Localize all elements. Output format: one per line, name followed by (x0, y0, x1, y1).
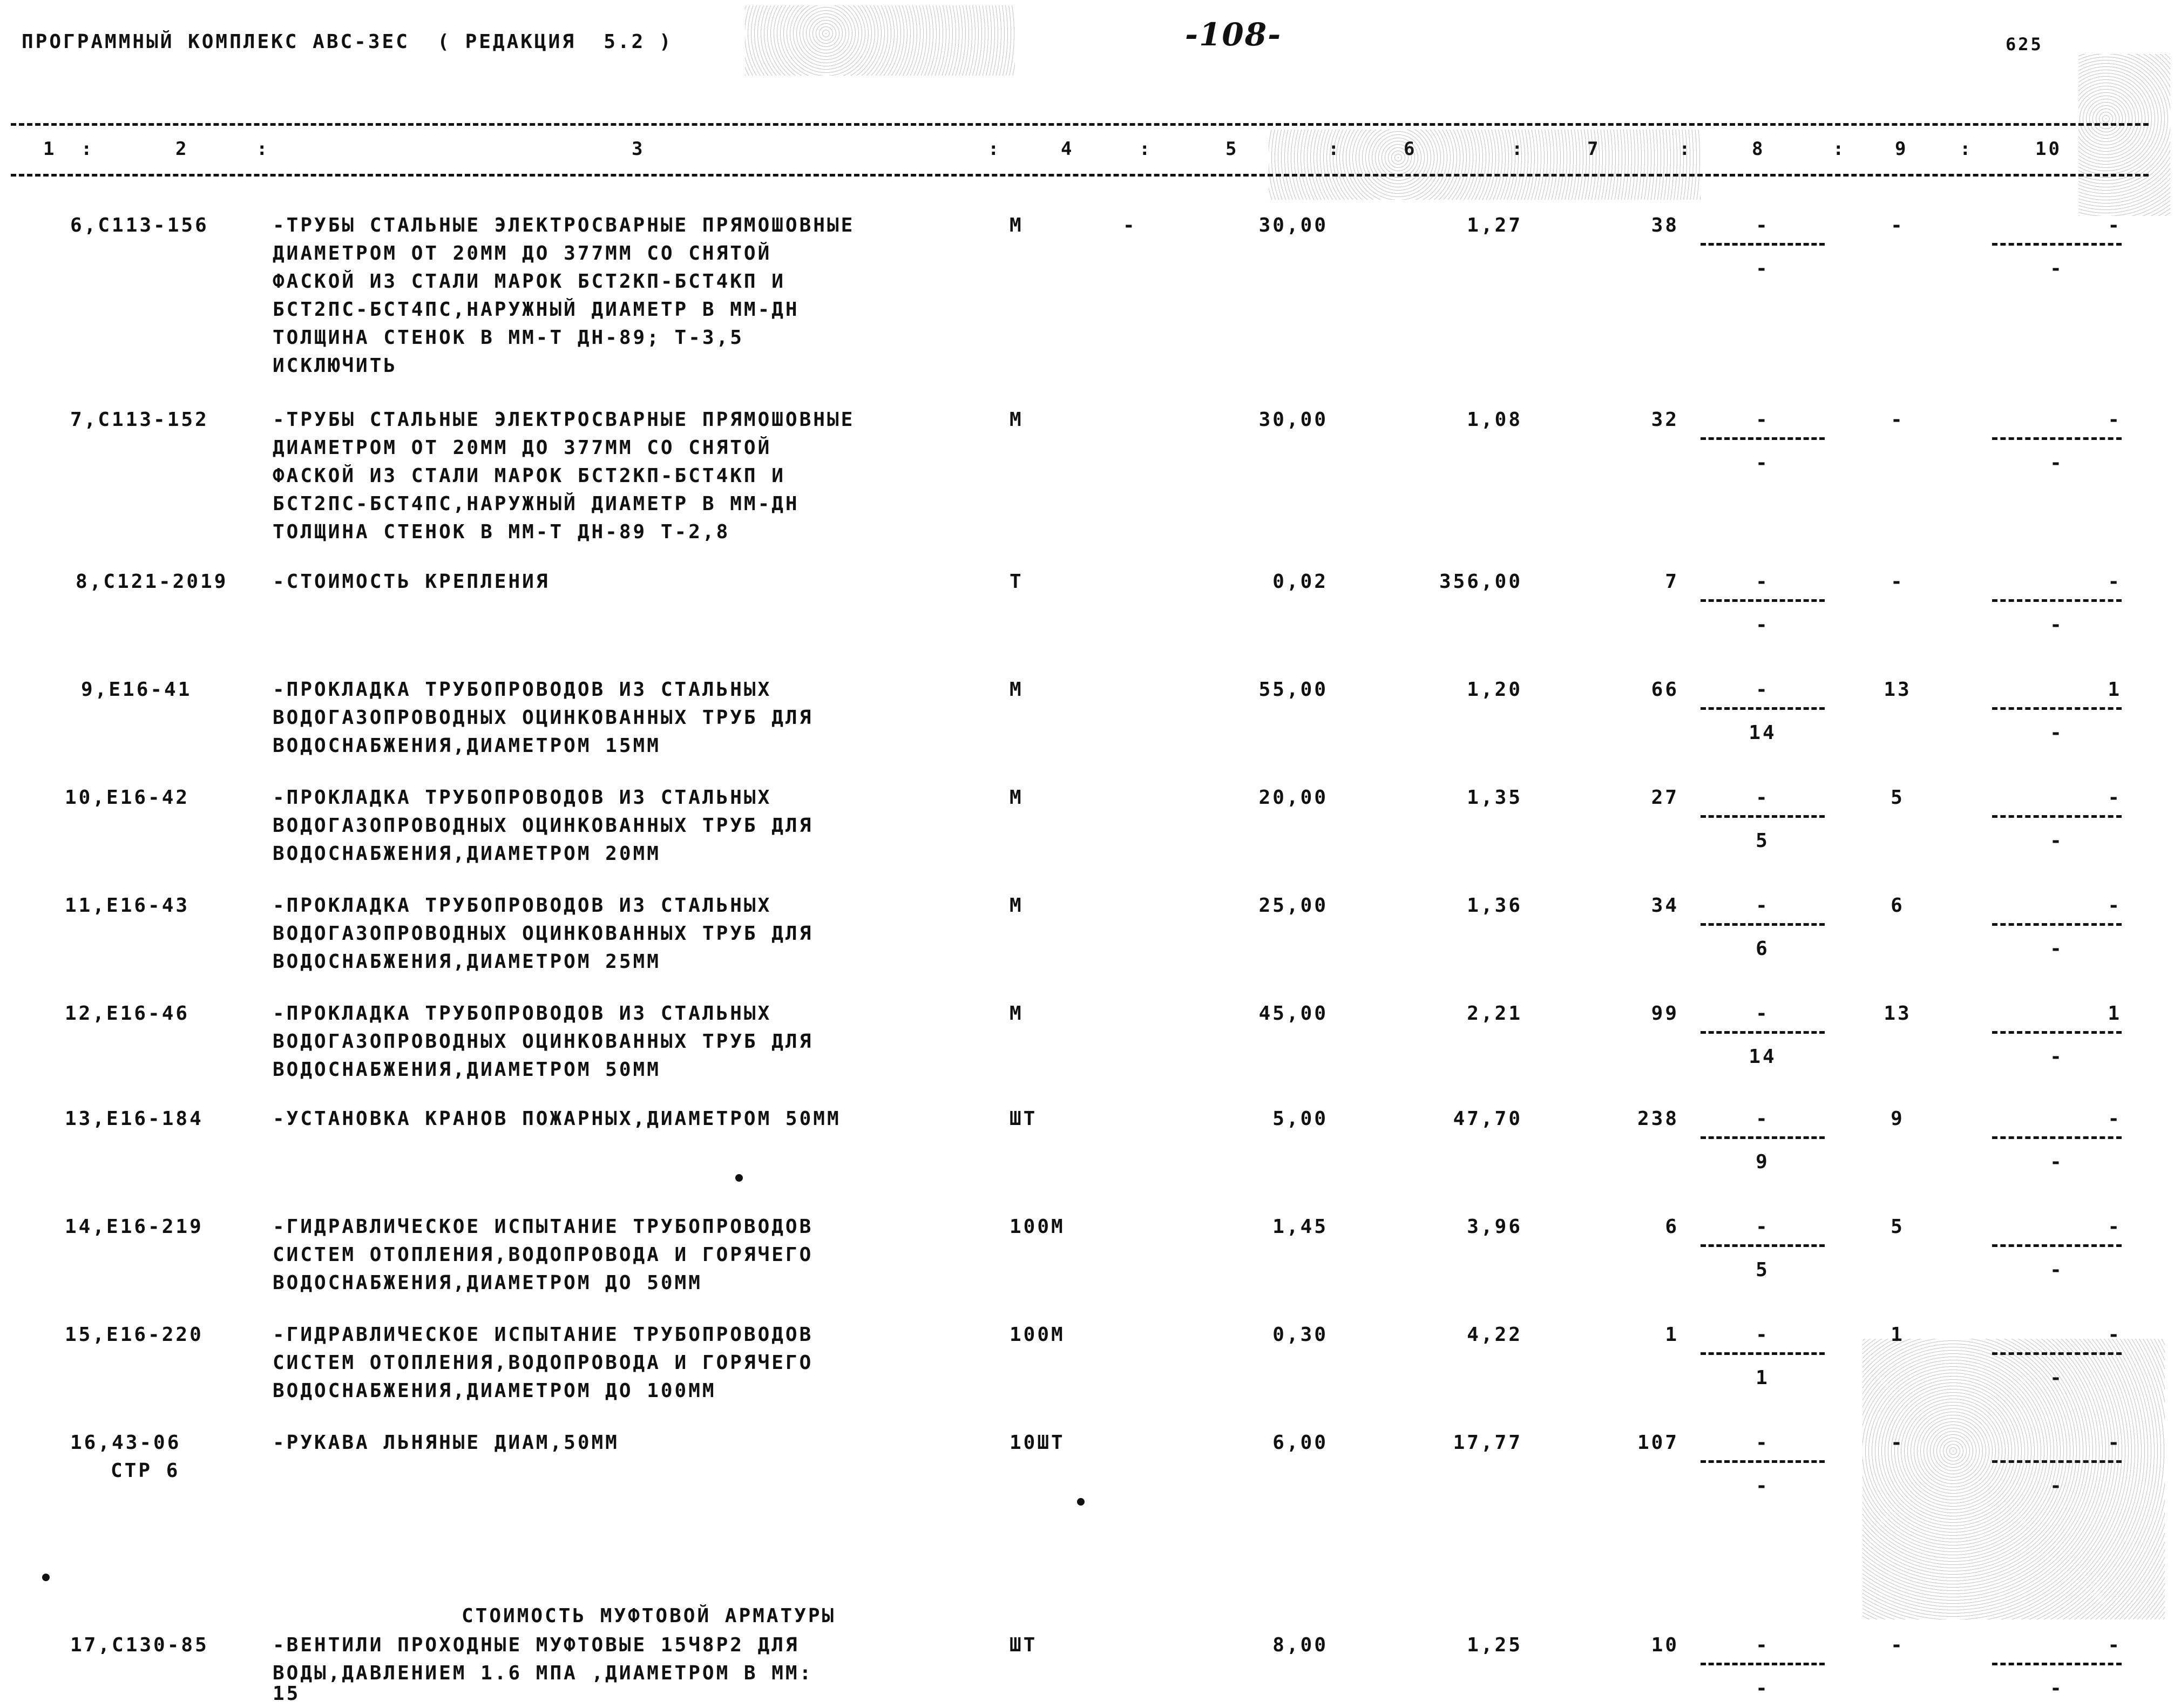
column-8-bottom: 14 (1749, 722, 1777, 744)
total-cost: 6 (1665, 1216, 1679, 1238)
description-line: ДИАМЕТРОМ ОТ 20ММ ДО 377ММ СО СНЯТОЙ (273, 437, 772, 459)
column-8-bottom: - (1756, 1475, 1770, 1497)
item-code: 15,Е16-220 (65, 1324, 204, 1346)
item-description (273, 784, 813, 868)
description-line: ВОДОСНАБЖЕНИЯ,ДИАМЕТРОМ 15ММ (273, 735, 661, 757)
description-line: ВОДОСНАБЖЕНИЯ,ДИАМЕТРОМ 20ММ (273, 843, 661, 865)
scan-noise (2078, 54, 2170, 216)
fraction-line (1701, 707, 1825, 710)
description-line: ДИАМЕТРОМ ОТ 20ММ ДО 377ММ СО СНЯТОЙ (273, 242, 772, 265)
quantity: 30,00 (1258, 409, 1328, 431)
total-cost: 66 (1651, 679, 1679, 701)
column-10-bottom: - (2050, 1367, 2064, 1389)
column-8-top: - (1756, 1432, 1770, 1454)
column-10-bottom: - (2050, 830, 2064, 852)
unit-price: 2,21 (1467, 1002, 1522, 1025)
quantity: 30,00 (1258, 214, 1328, 236)
item-description (273, 892, 813, 976)
column-10-top: - (2108, 1324, 2122, 1346)
item-code: 16,43-06 (70, 1432, 181, 1454)
ink-dot (1077, 1498, 1085, 1506)
description-line: ТОЛЩИНА СТЕНОК В ММ-Т ДН-89; Т-3,5 (273, 327, 744, 349)
column-number: 1 (43, 138, 57, 160)
column-9-value: - (1891, 1432, 1905, 1454)
total-cost: 107 (1637, 1432, 1679, 1454)
scan-noise (1269, 130, 1701, 200)
fraction-line (1701, 1031, 1825, 1034)
column-10-bottom: - (2050, 1259, 2064, 1281)
fraction-line (1992, 707, 2122, 710)
column-4-value: - (1123, 214, 1137, 236)
column-8-bottom: 5 (1756, 1259, 1770, 1281)
column-8-top: - (1756, 679, 1770, 701)
item-code: 11,Е16-43 (65, 894, 190, 917)
unit-price: 1,35 (1467, 787, 1522, 809)
column-separator: : (81, 138, 94, 160)
column-10-top: - (2108, 894, 2122, 917)
column-9-value: - (1891, 409, 1905, 431)
description-line: ВОДОГАЗОПРОВОДНЫХ ОЦИНКОВАННЫХ ТРУБ ДЛЯ (273, 1031, 814, 1053)
fraction-line (1992, 437, 2122, 440)
description-line: ФАСКОЙ ИЗ СТАЛИ МАРОК БСТ2КП-БСТ4КП И (273, 270, 785, 293)
ink-dot (735, 1174, 743, 1182)
unit: 100М (1010, 1324, 1065, 1346)
column-10-bottom: - (2050, 1475, 2064, 1497)
quantity: 1,45 (1272, 1216, 1328, 1238)
unit: ШТ (1010, 1108, 1038, 1130)
description-line: -СТОИМОСТЬ КРЕПЛЕНИЯ (273, 571, 550, 593)
column-separator: : (1960, 138, 1973, 160)
column-9-value: - (1891, 571, 1905, 593)
document-title: ПРОГРАММНЫЙ КОМПЛЕКС АВС-3ЕС ( РЕДАКЦИЯ 5.2 ) (22, 31, 673, 53)
description-line: ФАСКОЙ ИЗ СТАЛИ МАРОК БСТ2КП-БСТ4КП И (273, 465, 785, 487)
column-8-bottom: - (1756, 614, 1770, 636)
unit: 10ШТ (1010, 1432, 1065, 1454)
description-line: -УСТАНОВКА КРАНОВ ПОЖАРНЫХ,ДИАМЕТРОМ 50ММ (273, 1108, 841, 1130)
fraction-line (1701, 923, 1825, 926)
item-code: 12,Е16-46 (65, 1002, 190, 1025)
item-description (273, 1213, 813, 1297)
unit-price: 356,00 (1439, 571, 1522, 593)
fraction-line (1701, 1460, 1825, 1463)
quantity: 20,00 (1258, 787, 1328, 809)
column-8-bottom: - (1756, 257, 1770, 280)
unit: М (1010, 679, 1024, 701)
unit-price: 17,77 (1453, 1432, 1522, 1454)
column-10-top: 1 (2108, 1002, 2122, 1025)
quantity: 0,02 (1272, 571, 1328, 593)
description-line: -ГИДРАВЛИЧЕСКОЕ ИСПЫТАНИЕ ТРУБОПРОВОДОВ (273, 1216, 814, 1238)
column-9-value: 9 (1891, 1108, 1905, 1130)
total-cost: 7 (1665, 571, 1679, 593)
unit-price: 47,70 (1453, 1108, 1522, 1130)
column-10-bottom: - (2050, 452, 2064, 474)
item-code: 7,С113-152 (70, 409, 209, 431)
fraction-line (1992, 815, 2122, 818)
item-code: 8,С121-2019 (76, 571, 228, 593)
column-8-top: - (1756, 571, 1770, 593)
item-code: 10,Е16-42 (65, 787, 190, 809)
column-10-bottom: - (2050, 938, 2064, 960)
item-description (273, 1429, 619, 1457)
unit: М (1010, 409, 1024, 431)
total-cost: 99 (1651, 1002, 1679, 1025)
scan-noise (745, 5, 1015, 76)
item-description (273, 1000, 813, 1084)
total-cost: 238 (1637, 1108, 1679, 1130)
total-cost: 10 (1651, 1634, 1679, 1656)
column-8-top: - (1756, 1324, 1770, 1346)
column-10-top: - (2108, 571, 2122, 593)
description-line: ВОДОГАЗОПРОВОДНЫХ ОЦИНКОВАННЫХ ТРУБ ДЛЯ (273, 707, 814, 729)
fraction-line (1701, 599, 1825, 602)
item-code-page: СТР 6 (111, 1460, 180, 1482)
item-description (273, 1105, 841, 1133)
item-description (273, 406, 855, 546)
column-9-value: 6 (1891, 894, 1905, 917)
item-code: 17,С130-85 (70, 1634, 209, 1656)
quantity: 45,00 (1258, 1002, 1328, 1025)
fraction-line (1992, 923, 2122, 926)
column-8-top: - (1756, 894, 1770, 917)
fraction-line (1992, 1136, 2122, 1139)
description-line: ВОДОГАЗОПРОВОДНЫХ ОЦИНКОВАННЫХ ТРУБ ДЛЯ (273, 815, 814, 837)
quantity: 6,00 (1272, 1432, 1328, 1454)
description-line: СИСТЕМ ОТОПЛЕНИЯ,ВОДОПРОВОДА И ГОРЯЧЕГО (273, 1352, 814, 1374)
description-line: БСТ2ПС-БСТ4ПС,НАРУЖНЫЙ ДИАМЕТР В ММ-ДН (273, 493, 800, 515)
total-cost: 27 (1651, 787, 1679, 809)
column-10-top: - (2108, 409, 2122, 431)
column-number: 6 (1404, 138, 1417, 160)
column-separator: : (1512, 138, 1525, 160)
column-number: 7 (1587, 138, 1601, 160)
column-10-top: - (2108, 1432, 2122, 1454)
fraction-line (1701, 1136, 1825, 1139)
column-10-bottom: - (2050, 257, 2064, 280)
description-line: -ГИДРАВЛИЧЕСКОЕ ИСПЫТАНИЕ ТРУБОПРОВОДОВ (273, 1324, 814, 1346)
total-cost: 38 (1651, 214, 1679, 236)
column-9-value: 5 (1891, 1216, 1905, 1238)
unit: ШТ (1010, 1634, 1038, 1656)
section-heading: СТОИМОСТЬ МУФТОВОЙ АРМАТУРЫ (462, 1605, 836, 1627)
item-code: 9,Е16-41 (81, 679, 192, 701)
column-8-bottom: - (1756, 1677, 1770, 1699)
description-line: ИСКЛЮЧИТЬ (273, 355, 398, 377)
total-cost: 32 (1651, 409, 1679, 431)
column-number: 8 (1752, 138, 1765, 160)
item-code: 6,С113-156 (70, 214, 209, 236)
description-line: -ТРУБЫ СТАЛЬНЫЕ ЭЛЕКТРОСВАРНЫЕ ПРЯМОШОВНЫЕ (273, 214, 855, 236)
total-cost: 1 (1665, 1324, 1679, 1346)
column-separator: : (1679, 138, 1692, 160)
column-number: 2 (175, 138, 189, 160)
column-8-bottom: 5 (1756, 830, 1770, 852)
description-line: -ТРУБЫ СТАЛЬНЫЕ ЭЛЕКТРОСВАРНЫЕ ПРЯМОШОВНЫЕ (273, 409, 855, 431)
fraction-line (1992, 1663, 2122, 1665)
page-number: -108- (1185, 16, 1282, 53)
column-8-top: - (1756, 214, 1770, 236)
description-line: ВОДОСНАБЖЕНИЯ,ДИАМЕТРОМ ДО 100ММ (273, 1380, 716, 1402)
column-number: 3 (632, 138, 645, 160)
column-separator: : (1328, 138, 1342, 160)
description-line: ВОДОСНАБЖЕНИЯ,ДИАМЕТРОМ ДО 50ММ (273, 1272, 702, 1294)
unit-price: 1,08 (1467, 409, 1522, 431)
item-description (273, 1631, 813, 1708)
fraction-line (1992, 1031, 2122, 1034)
unit-price: 1,36 (1467, 894, 1522, 917)
scan-noise (1863, 1339, 2165, 1619)
column-separator: : (988, 138, 1001, 160)
unit: М (1010, 787, 1024, 809)
unit: М (1010, 894, 1024, 917)
column-10-bottom: - (2050, 722, 2064, 744)
description-line: 15 (273, 1683, 301, 1705)
fraction-line (1992, 243, 2122, 246)
quantity: 25,00 (1258, 894, 1328, 917)
item-code: 13,Е16-184 (65, 1108, 204, 1130)
quantity: 8,00 (1272, 1634, 1328, 1656)
description-line: -ВЕНТИЛИ ПРОХОДНЫЕ МУФТОВЫЕ 15Ч8Р2 ДЛЯ (273, 1634, 800, 1656)
ink-dot (42, 1574, 50, 1581)
fraction-line (1701, 1352, 1825, 1355)
fraction-line (1701, 243, 1825, 246)
column-number: 5 (1225, 138, 1239, 160)
description-line: СИСТЕМ ОТОПЛЕНИЯ,ВОДОПРОВОДА И ГОРЯЧЕГО (273, 1244, 814, 1266)
column-8-top: - (1756, 1216, 1770, 1238)
column-10-top: - (2108, 787, 2122, 809)
unit: 100М (1010, 1216, 1065, 1238)
fraction-line (1701, 1663, 1825, 1665)
total-cost: 34 (1651, 894, 1679, 917)
column-separator: : (1139, 138, 1153, 160)
column-8-bottom: 9 (1756, 1151, 1770, 1173)
column-10-bottom: - (2050, 1677, 2064, 1699)
column-10-bottom: - (2050, 1046, 2064, 1068)
unit-price: 3,96 (1467, 1216, 1522, 1238)
column-separator: : (256, 138, 270, 160)
column-9-value: - (1891, 214, 1905, 236)
description-line: БСТ2ПС-БСТ4ПС,НАРУЖНЫЙ ДИАМЕТР В ММ-ДН (273, 299, 800, 321)
description-line: ТОЛЩИНА СТЕНОК В ММ-Т ДН-89 Т-2,8 (273, 521, 730, 543)
column-number: 9 (1895, 138, 1908, 160)
item-description (273, 1321, 813, 1405)
description-line: -РУКАВА ЛЬНЯНЫЕ ДИАМ,50ММ (273, 1432, 619, 1454)
column-8-top: - (1756, 409, 1770, 431)
column-10-top: - (2108, 1634, 2122, 1656)
unit-price: 4,22 (1467, 1324, 1522, 1346)
unit-price: 1,25 (1467, 1634, 1522, 1656)
description-line: -ПРОКЛАДКА ТРУБОПРОВОДОВ ИЗ СТАЛЬНЫХ (273, 679, 772, 701)
item-code: 14,Е16-219 (65, 1216, 204, 1238)
column-9-value: 13 (1884, 679, 1912, 701)
column-8-top: - (1756, 1108, 1770, 1130)
fraction-line (1701, 437, 1825, 440)
fraction-line (1701, 815, 1825, 818)
fraction-line (1992, 1244, 2122, 1247)
description-line: ВОДОСНАБЖЕНИЯ,ДИАМЕТРОМ 25ММ (273, 951, 661, 973)
description-line: -ПРОКЛАДКА ТРУБОПРОВОДОВ ИЗ СТАЛЬНЫХ (273, 894, 772, 917)
document-number: 625 (2006, 34, 2043, 55)
column-8-top: - (1756, 1002, 1770, 1025)
column-10-top: - (2108, 1108, 2122, 1130)
column-8-top: - (1756, 787, 1770, 809)
description-line: ВОДОСНАБЖЕНИЯ,ДИАМЕТРОМ 50ММ (273, 1059, 661, 1081)
item-description (273, 212, 855, 380)
column-10-bottom: - (2050, 1151, 2064, 1173)
fraction-line (1701, 1244, 1825, 1247)
column-9-value: 1 (1891, 1324, 1905, 1346)
column-number: 10 (2035, 138, 2062, 160)
description-line: ВОДЫ,ДАВЛЕНИЕМ 1.6 МПА ,ДИАМЕТРОМ В ММ: (273, 1662, 814, 1684)
header-rule-bottom (11, 174, 2149, 177)
item-description (273, 568, 550, 596)
column-8-bottom: 14 (1749, 1046, 1777, 1068)
quantity: 0,30 (1272, 1324, 1328, 1346)
unit-price: 1,27 (1467, 214, 1522, 236)
description-line: -ПРОКЛАДКА ТРУБОПРОВОДОВ ИЗ СТАЛЬНЫХ (273, 787, 772, 809)
column-9-value: - (1891, 1634, 1905, 1656)
column-8-bottom: 1 (1756, 1367, 1770, 1389)
quantity: 55,00 (1258, 679, 1328, 701)
description-line: ВОДОГАЗОПРОВОДНЫХ ОЦИНКОВАННЫХ ТРУБ ДЛЯ (273, 923, 814, 945)
column-number: 4 (1061, 138, 1074, 160)
column-10-bottom: - (2050, 614, 2064, 636)
column-10-top: - (2108, 214, 2122, 236)
column-8-top: - (1756, 1634, 1770, 1656)
item-description (273, 676, 813, 760)
column-9-value: 13 (1884, 1002, 1912, 1025)
quantity: 5,00 (1272, 1108, 1328, 1130)
column-8-bottom: 6 (1756, 938, 1770, 960)
unit: М (1010, 214, 1024, 236)
description-line: -ПРОКЛАДКА ТРУБОПРОВОДОВ ИЗ СТАЛЬНЫХ (273, 1002, 772, 1025)
header-rule-top (11, 123, 2149, 126)
column-10-top: 1 (2108, 679, 2122, 701)
column-10-top: - (2108, 1216, 2122, 1238)
column-8-bottom: - (1756, 452, 1770, 474)
column-separator: : (1833, 138, 1846, 160)
fraction-line (1992, 599, 2122, 602)
column-9-value: 5 (1891, 787, 1905, 809)
unit: Т (1010, 571, 1024, 593)
unit: М (1010, 1002, 1024, 1025)
unit-price: 1,20 (1467, 679, 1522, 701)
